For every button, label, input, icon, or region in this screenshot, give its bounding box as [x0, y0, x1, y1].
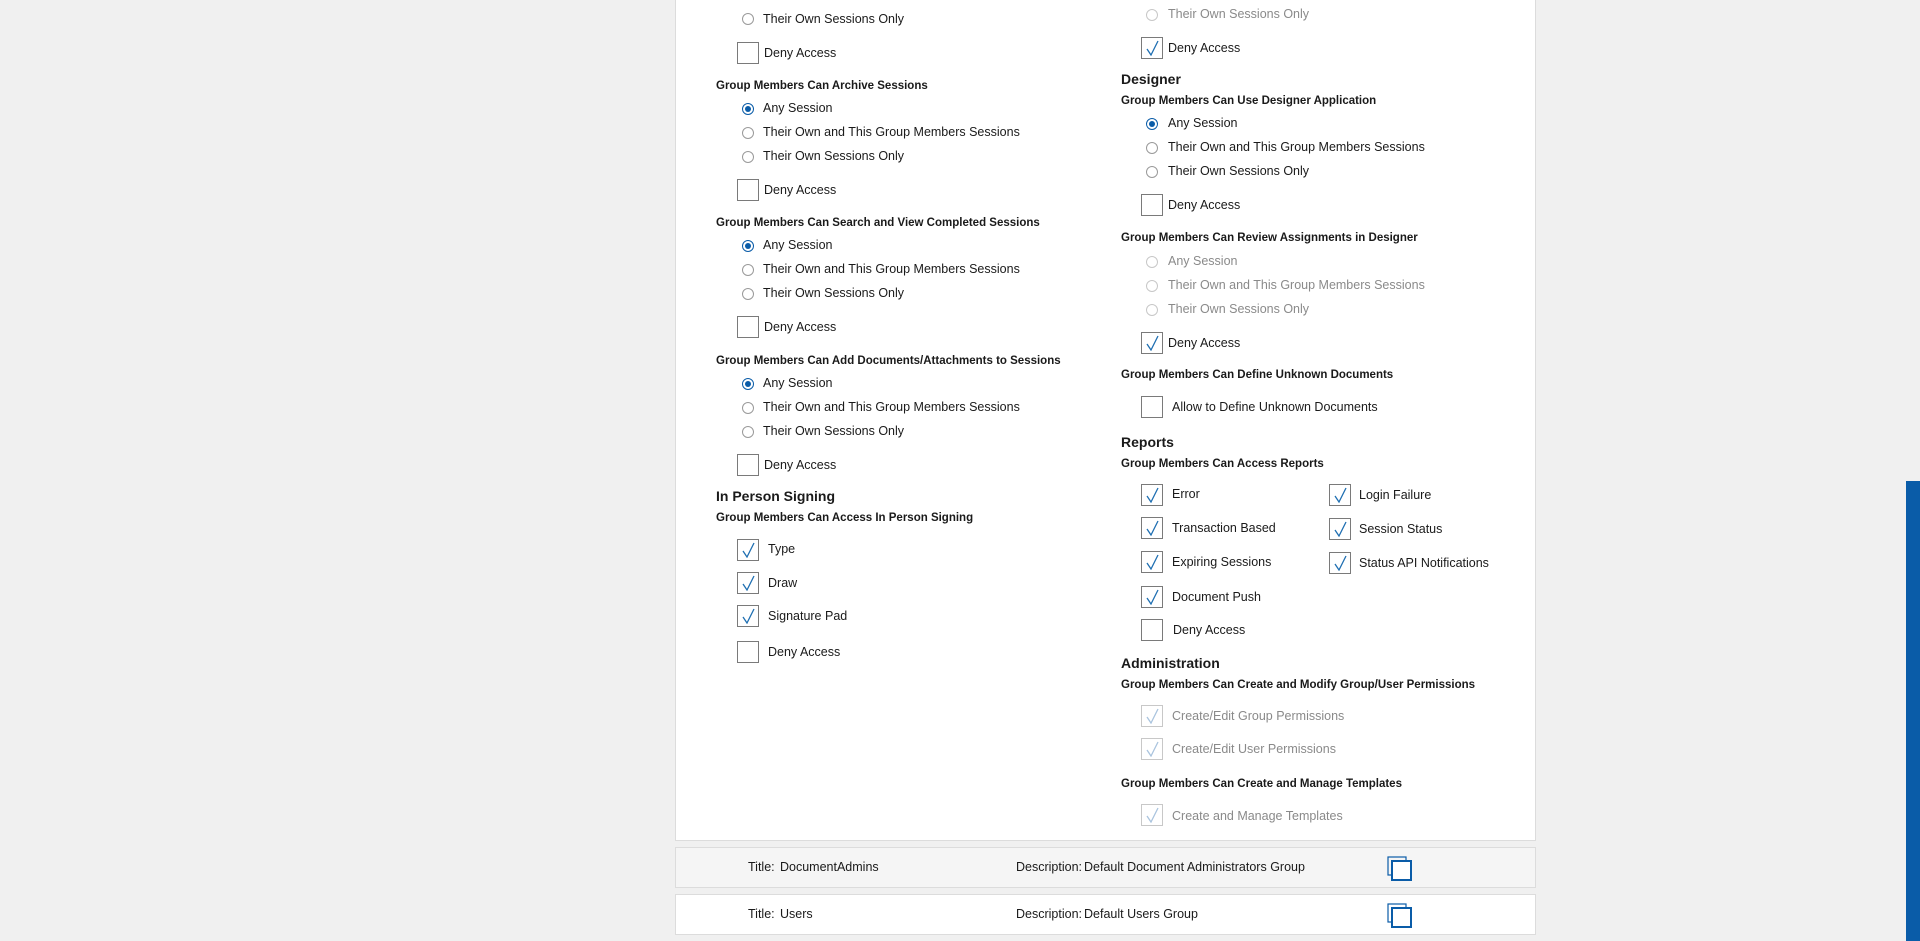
search-own-only-radio[interactable] [742, 288, 754, 300]
checkbox-label: Session Status [1359, 522, 1443, 536]
radio-label: Any Session [1168, 254, 1238, 268]
radio-own-only-prev-right[interactable] [1146, 9, 1158, 21]
in-person-group-label: Group Members Can Access In Person Signing [716, 512, 974, 524]
add-docs-group-label: Group Members Can Add Documents/Attachments to Sessions [716, 355, 1061, 367]
radio-own-only-prev[interactable] [742, 13, 754, 25]
group-perm-checkbox[interactable] [1141, 705, 1163, 727]
radio-label: Their Own and This Group Members Sessions [1168, 278, 1425, 292]
copy-icon[interactable] [1387, 903, 1413, 929]
search-deny-checkbox[interactable] [737, 316, 759, 338]
designer-own-group-radio[interactable] [1146, 142, 1158, 154]
review-own-group-radio[interactable] [1146, 280, 1158, 292]
checkmark-icon [1334, 521, 1347, 537]
title-label: Title: [748, 860, 775, 874]
radio-label: Their Own and This Group Members Sessions [763, 262, 1020, 276]
add-docs-own-group-radio[interactable] [742, 402, 754, 414]
checkbox-label: Deny Access [764, 458, 837, 472]
checkbox-label: Draw [768, 576, 798, 590]
group-description: Default Document Administrators Group [1084, 860, 1305, 874]
group-title: Users [780, 907, 813, 921]
checkmark-icon [1146, 335, 1159, 351]
designer-section-title: Designer [1121, 71, 1181, 87]
radio-label: Their Own Sessions Only [1168, 302, 1310, 316]
permissions-panel [675, 0, 1536, 841]
radio-label: Any Session [763, 238, 833, 252]
review-any-radio[interactable] [1146, 256, 1158, 268]
description-label: Description: [1016, 907, 1082, 921]
radio-label: Their Own and This Group Members Sessions [763, 125, 1020, 139]
doc-push-checkbox[interactable] [1141, 586, 1163, 608]
archive-own-group-radio[interactable] [742, 127, 754, 139]
checkbox-label: Allow to Define Unknown Documents [1172, 400, 1378, 414]
radio-label: Their Own and This Group Members Sessions [1168, 140, 1425, 154]
radio-label: Their Own Sessions Only [763, 286, 905, 300]
type-checkbox[interactable] [737, 539, 759, 561]
checkbox-label: Create and Manage Templates [1172, 809, 1343, 823]
radio-label: Their Own and This Group Members Sessions [763, 400, 1020, 414]
copy-icon[interactable] [1387, 856, 1413, 882]
in-person-section-title: In Person Signing [716, 488, 836, 504]
designer-any-radio[interactable] [1146, 118, 1158, 130]
add-docs-any-radio[interactable] [742, 378, 754, 390]
checkmark-icon [1334, 487, 1347, 503]
designer-own-only-radio[interactable] [1146, 166, 1158, 178]
checkbox-label: Deny Access [764, 46, 837, 60]
group-row[interactable] [675, 894, 1536, 935]
permissions-group-label: Group Members Can Create and Modify Group/User Permissions [1121, 679, 1476, 691]
reports-group-label: Group Members Can Access Reports [1121, 458, 1324, 470]
search-view-group-label: Group Members Can Search and View Completed Sessions [716, 217, 1040, 229]
draw-checkbox[interactable] [737, 572, 759, 594]
description-label: Description: [1016, 860, 1082, 874]
checkmark-icon [1146, 520, 1159, 536]
administration-section-title: Administration [1121, 655, 1220, 671]
title-label: Title: [748, 907, 775, 921]
checkbox-label: Deny Access [1173, 623, 1246, 637]
signature-pad-checkbox[interactable] [737, 605, 759, 627]
checkbox-label: Deny Access [1168, 198, 1241, 212]
transaction-checkbox[interactable] [1141, 517, 1163, 539]
designer-deny-checkbox[interactable] [1141, 194, 1163, 216]
deny-access-checkbox-prev[interactable] [737, 42, 759, 64]
checkbox-label: Deny Access [768, 645, 841, 659]
review-deny-checkbox[interactable] [1141, 332, 1163, 354]
checkbox-label: Status API Notifications [1359, 556, 1489, 570]
radio-label: Any Session [763, 101, 833, 115]
checkbox-label: Create/Edit Group Permissions [1172, 709, 1345, 723]
checkmark-icon [1146, 708, 1159, 724]
checkbox-label: Error [1172, 487, 1200, 501]
checkmark-icon [1146, 589, 1159, 605]
group-description: Default Users Group [1084, 907, 1198, 921]
checkbox-label: Deny Access [1168, 41, 1241, 55]
add-docs-own-only-radio[interactable] [742, 426, 754, 438]
checkbox-label: Signature Pad [768, 609, 848, 623]
reports-section-title: Reports [1121, 434, 1174, 450]
radio-label: Their Own Sessions Only [1168, 7, 1310, 21]
scrollbar-thumb[interactable] [1906, 481, 1920, 941]
checkbox-label: Deny Access [764, 320, 837, 334]
review-group-label: Group Members Can Review Assignments in Designer [1121, 232, 1418, 244]
checkbox-label: Create/Edit User Permissions [1172, 742, 1336, 756]
radio-label: Their Own Sessions Only [763, 149, 905, 163]
error-checkbox[interactable] [1141, 484, 1163, 506]
checkbox-label: Expiring Sessions [1172, 555, 1272, 569]
radio-label: Any Session [763, 376, 833, 390]
group-title: DocumentAdmins [780, 860, 879, 874]
archive-own-only-radio[interactable] [742, 151, 754, 163]
checkbox-label: Type [768, 542, 796, 556]
unknown-docs-group-label: Group Members Can Define Unknown Documents [1121, 369, 1394, 381]
checkbox-label: Deny Access [764, 183, 837, 197]
status-api-checkbox[interactable] [1329, 552, 1351, 574]
checkmark-icon [1146, 40, 1159, 56]
checkmark-icon [1146, 741, 1159, 757]
deny-access-checkbox-prev-right[interactable] [1141, 37, 1163, 59]
allow-unknown-docs-checkbox[interactable] [1141, 396, 1163, 418]
in-person-deny-checkbox[interactable] [737, 641, 759, 663]
archive-deny-checkbox[interactable] [737, 179, 759, 201]
reports-deny-checkbox[interactable] [1141, 619, 1163, 641]
expiring-checkbox[interactable] [1141, 551, 1163, 573]
archive-any-radio[interactable] [742, 103, 754, 115]
checkmark-icon [742, 542, 755, 558]
radio-label: Their Own Sessions Only [763, 12, 905, 26]
radio-label: Their Own Sessions Only [1168, 164, 1310, 178]
checkbox-label: Document Push [1172, 590, 1261, 604]
search-any-radio[interactable] [742, 240, 754, 252]
checkmark-icon [1146, 554, 1159, 570]
user-perm-checkbox[interactable] [1141, 738, 1163, 760]
designer-group-label: Group Members Can Use Designer Application [1121, 95, 1377, 107]
session-status-checkbox[interactable] [1329, 518, 1351, 540]
checkbox-label: Transaction Based [1172, 521, 1276, 535]
templates-checkbox[interactable] [1141, 804, 1163, 826]
archive-group-label: Group Members Can Archive Sessions [716, 80, 928, 92]
checkbox-label: Deny Access [1168, 336, 1241, 350]
checkmark-icon [1146, 487, 1159, 503]
search-own-group-radio[interactable] [742, 264, 754, 276]
checkmark-icon [1146, 807, 1159, 823]
checkmark-icon [1334, 555, 1347, 571]
add-docs-deny-checkbox[interactable] [737, 454, 759, 476]
templates-group-label: Group Members Can Create and Manage Templates [1121, 778, 1402, 790]
login-failure-checkbox[interactable] [1329, 484, 1351, 506]
group-row[interactable] [675, 847, 1536, 888]
checkmark-icon [742, 608, 755, 624]
radio-label: Their Own Sessions Only [763, 424, 905, 438]
checkmark-icon [742, 575, 755, 591]
review-own-only-radio[interactable] [1146, 304, 1158, 316]
radio-label: Any Session [1168, 116, 1238, 130]
checkbox-label: Login Failure [1359, 488, 1432, 502]
